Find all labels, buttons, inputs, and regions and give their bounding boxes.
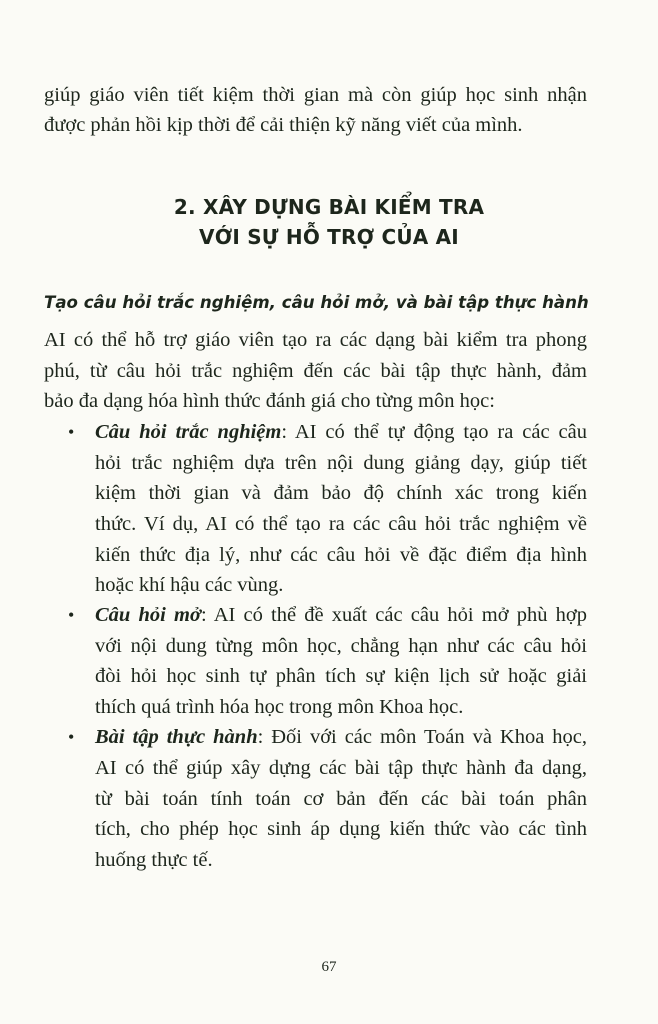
bullet-line: thích quá trình hóa học trong môn Khoa học. <box>95 696 464 718</box>
bullet-item-first-line <box>95 722 587 752</box>
section-heading-line-2: VỚI SỰ HỖ TRỢ CỦA AI <box>199 225 459 249</box>
bullet-line: tích, cho phép học sinh áp dụng kiến thức vào các tình <box>95 818 587 840</box>
bullet-term: Bài tập thực hành <box>95 726 258 748</box>
bullet-line: huống thực tế. <box>95 849 213 871</box>
bullet-item-first-line <box>95 417 587 447</box>
bullet-line: từ bài toán tính toán cơ bản đến các bài toán phân <box>95 788 587 810</box>
paragraph-line: bảo đa dạng hóa hình thức đánh giá cho từng môn học: <box>44 390 495 412</box>
intro-line: giúp giáo viên tiết kiệm thời gian mà còn giúp học sinh nhận <box>44 84 587 106</box>
bullet-item-first-line <box>95 600 587 630</box>
bullet-icon: • <box>68 605 75 625</box>
paragraph-line: AI có thể hỗ trợ giáo viên tạo ra các dạng bài kiểm tra phong <box>44 329 587 351</box>
bullet-text: : Đối với các môn Toán và Khoa học, <box>257 726 587 748</box>
paragraph-line: phú, từ câu hỏi trắc nghiệm đến các bài tập thực hành, đảm <box>44 360 587 382</box>
bullet-line: AI có thể giúp xây dựng các bài tập thực hành đa dạng, <box>95 757 587 779</box>
bullet-icon: • <box>68 422 75 442</box>
bullet-text: : AI có thể tự động tạo ra các câu <box>281 421 587 443</box>
subheading: Tạo câu hỏi trắc nghiệm, câu hỏi mở, và bài tập thực hành <box>44 293 589 312</box>
bullet-line: hỏi trắc nghiệm dựa trên nội dung giảng dạy, giúp tiết <box>95 452 587 474</box>
bullet-line: đòi hỏi học sinh tự phân tích sự kiện lịch sử hoặc giải <box>95 665 587 687</box>
bullet-line: kiến thức địa lý, như các câu hỏi về đặc điểm địa hình <box>95 544 587 566</box>
bullet-line: kiệm thời gian và đảm bảo độ chính xác trong kiến <box>95 482 587 504</box>
bullet-text: : AI có thể đề xuất các câu hỏi mở phù hợp <box>200 604 587 626</box>
bullet-line: với nội dung từng môn học, chẳng hạn như các câu hỏi <box>95 635 587 657</box>
intro-line: được phản hồi kịp thời để cải thiện kỹ năng viết của mình. <box>44 114 523 136</box>
bullet-term: Câu hỏi trắc nghiệm <box>95 421 282 443</box>
bullet-term: Câu hỏi mở <box>95 604 201 626</box>
page-number: 67 <box>321 959 337 975</box>
section-heading-line-1: 2. XÂY DỰNG BÀI KIỂM TRA <box>173 195 485 219</box>
bullet-line: hoặc khí hậu các vùng. <box>95 574 284 596</box>
bullet-icon: • <box>68 727 75 747</box>
bullet-line: thức. Ví dụ, AI có thể tạo ra các câu hỏi trắc nghiệm về <box>95 513 587 535</box>
